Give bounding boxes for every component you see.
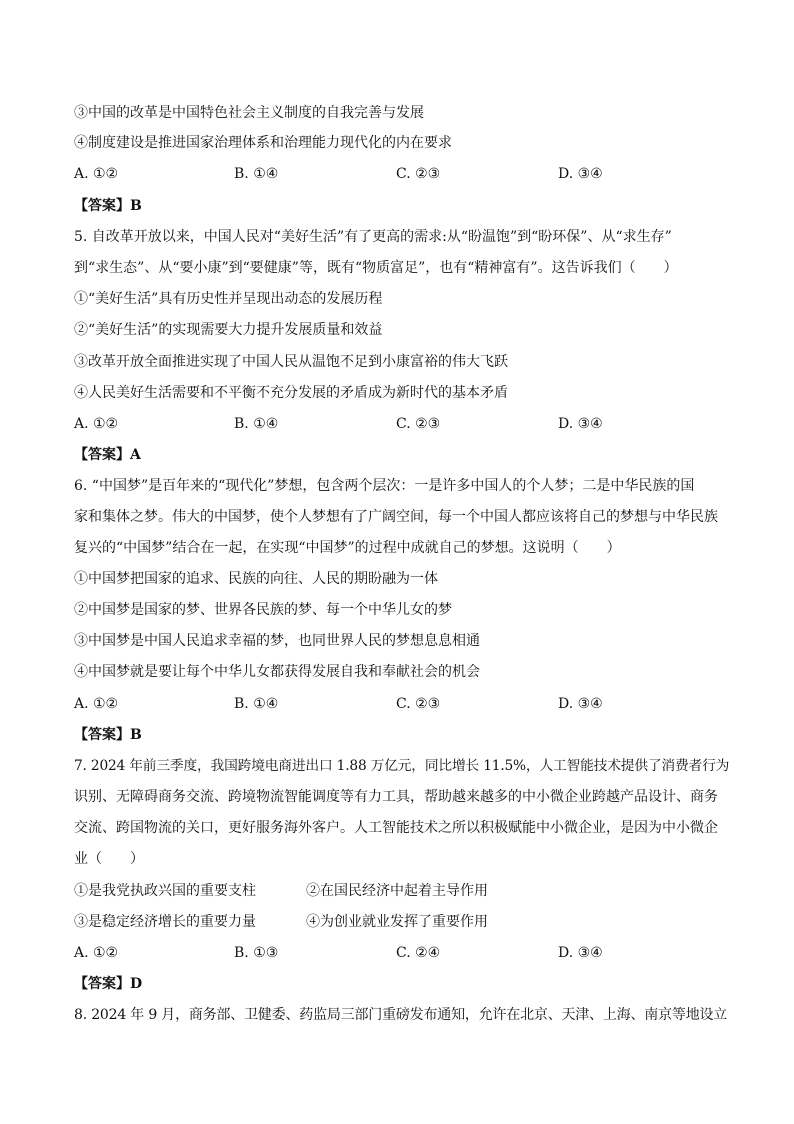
- q6-statement-1: ①中国梦把国家的追求、民族的向往、人民的期盼融为一体: [74, 571, 438, 587]
- q4-statement-4: ④制度建设是推进国家治理体系和治理能力现代化的内在要求: [74, 135, 452, 151]
- q7-option-c: C. ②④: [396, 945, 441, 961]
- q7-option-b: B. ①③: [234, 945, 279, 961]
- q4-option-b: B. ①④: [234, 166, 279, 182]
- q6-answer: 【答案】B: [74, 727, 142, 743]
- q8-stem-line-1: 8. 2024 年 9 月，商务部、卫健委、药监局三部门重磅发布通知，允许在北京、天津、上海、南京等地设立: [74, 1007, 728, 1023]
- q7-answer: 【答案】D: [74, 976, 143, 992]
- q4-options: [74, 165, 734, 183]
- q4-option-d: D. ③④: [558, 166, 603, 182]
- q4-option-c: C. ②③: [396, 166, 441, 182]
- q7-statement-3: ③是稳定经济增长的重要力量: [74, 914, 256, 930]
- q7-option-a: A. ①②: [74, 945, 119, 961]
- q7-statement-1: ①是我党执政兴国的重要支柱: [74, 883, 256, 899]
- q5-stem-line-2: 到“求生态”、从“要小康”到“要健康”等，既有“物质富足”，也有“精神富有”。这告诉我们（ ）: [74, 260, 678, 276]
- q5-statement-3: ③改革开放全面推进实现了中国人民从温饱不足到小康富裕的伟大飞跃: [74, 354, 508, 370]
- q7-statement-2: ②在国民经济中起着主导作用: [306, 883, 488, 899]
- q6-option-c: C. ②③: [396, 696, 441, 712]
- q6-option-d: D. ③④: [558, 696, 603, 712]
- q5-statement-1: ①“美好生活”具有历史性并呈现出动态的发展历程: [74, 291, 383, 307]
- q7-stem-line-1: 7. 2024 年前三季度，我国跨境电商进出口 1.88 万亿元，同比增长 11.5%，人工智能技术提供了消费者行为: [74, 758, 730, 774]
- q5-options: [74, 415, 734, 433]
- q6-options: [74, 695, 734, 713]
- q6-statement-3: ③中国梦是中国人民追求幸福的梦，也同世界人民的梦想息息相通: [74, 633, 480, 649]
- q7-options: [74, 944, 734, 962]
- q6-stem-line-2: 家和集体之梦。伟大的中国梦，使个人梦想有了广阔空间，每一个中国人都应该将自己的梦想与中华民族: [74, 509, 718, 525]
- q7-statement-4: ④为创业就业发挥了重要作用: [306, 914, 488, 930]
- q7-stem-line-3: 交流、跨国物流的关口，更好服务海外客户。人工智能技术之所以积极赋能中小微企业，是因为中小微企: [74, 820, 718, 836]
- q5-option-b: B. ①④: [234, 416, 279, 432]
- q6-option-a: A. ①②: [74, 696, 119, 712]
- q5-statement-2: ②“美好生活”的实现需要大力提升发展质量和效益: [74, 322, 383, 338]
- q5-option-d: D. ③④: [558, 416, 603, 432]
- q4-option-a: A. ①②: [74, 166, 119, 182]
- q7-stem-line-2: 识别、无障碍商务交流、跨境物流智能调度等有力工具，帮助越来越多的中小微企业跨越产品设计、商务: [74, 789, 718, 805]
- q5-stem-line-1: 5. 自改革开放以来，中国人民对“美好生活”有了更高的需求:从“盼温饱”到“盼环保”、从“求生存”: [74, 229, 672, 245]
- q7-stem-line-4: 业（ ）: [74, 851, 144, 867]
- q7-option-d: D. ③④: [558, 945, 603, 961]
- q4-answer: 【答案】B: [74, 198, 142, 214]
- q6-option-b: B. ①④: [234, 696, 279, 712]
- q7-statements-row-2: [74, 913, 734, 931]
- q6-stem-line-3: 复兴的“中国梦”结合在一起，在实现“中国梦”的过程中成就自己的梦想。这说明（ ）: [74, 540, 621, 556]
- q4-statement-3: ③中国的改革是中国特色社会主义制度的自我完善与发展: [74, 105, 424, 121]
- q5-option-a: A. ①②: [74, 416, 119, 432]
- q6-statement-2: ②中国梦是国家的梦、世界各民族的梦、每一个中华儿女的梦: [74, 602, 452, 618]
- q6-stem-line-1: 6. “中国梦”是百年来的“现代化”梦想，包含两个层次：一是许多中国人的个人梦；二是中华民族的国: [74, 478, 695, 494]
- q6-statement-4: ④中国梦就是要让每个中华儿女都获得发展自我和奉献社会的机会: [74, 664, 480, 680]
- q5-statement-4: ④人民美好生活需要和不平衡不充分发展的矛盾成为新时代的基本矛盾: [74, 385, 508, 401]
- q5-answer: 【答案】A: [74, 447, 141, 463]
- q5-option-c: C. ②③: [396, 416, 441, 432]
- q7-statements-row-1: [74, 882, 734, 900]
